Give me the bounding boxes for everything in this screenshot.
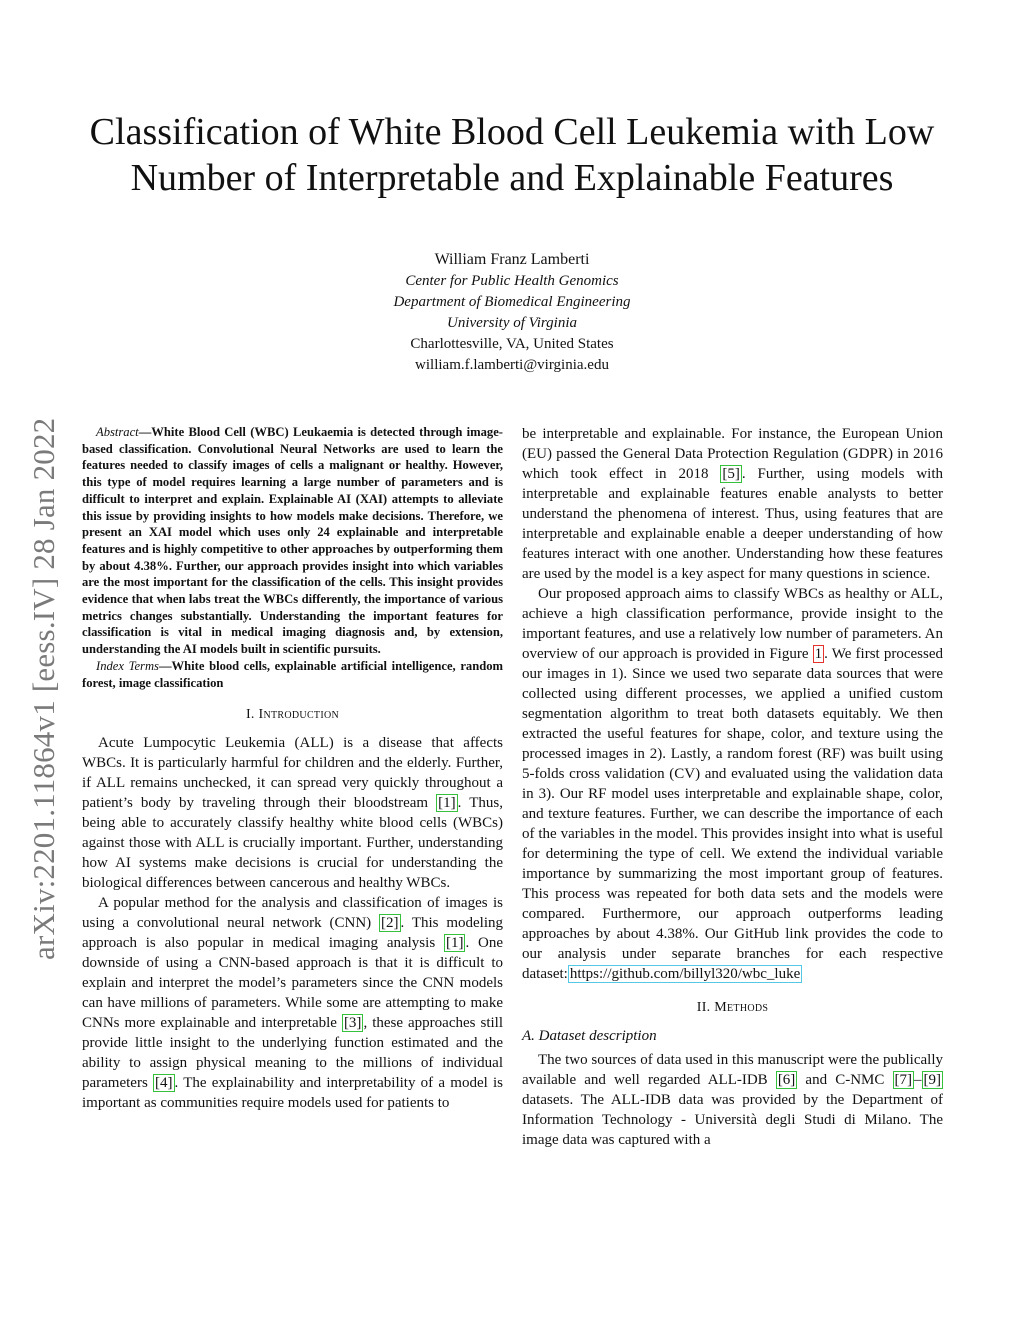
text-run: . Thus, being able to accurately classify healthy white blood cells (WBCs) against those with ALL is crucially important. Further, understanding how AI systems make decisions is crucial for understanding the biological differences between cancerous and healthy WBCs. — [82, 795, 504, 892]
figure-reference-link[interactable]: 1 — [814, 646, 823, 662]
abstract-label: Abstract — [96, 425, 139, 439]
text-run: – — [914, 1072, 922, 1088]
citation-link[interactable]: [4] — [155, 1075, 173, 1092]
text-run: . This modeling approach is also popular in medical imaging analysis — [82, 915, 503, 952]
affiliation-center: Center for Public Health Genomics — [405, 273, 619, 289]
paper-title: Classification of White Blood Cell Leukemia with Low Number of Interpretable and Explainable Features — [89, 111, 935, 200]
arxiv-identifier: arXiv:2201.11864v1 [eess.IV] 28 Jan 2022 — [26, 417, 61, 960]
subsection-heading-dataset: A. Dataset description — [522, 1028, 657, 1044]
text-run: . We first processed our images in 1). Since we used two separate data sources that were collected using different processes, we applied a unified custom segmentation algorithm to treat both datasets equitably. We then extracted the useful features for shape, color, and texture using the processed images in 2). Lastly, a random forest (RF) was built using 5-folds cross validation (CV) and evaluated using the validation data in 3). Our RF model uses interpretable and explainable shape, color, and texture features. Further, we can describe the importance of each of the variables in the model. This provides insight into what is useful for determining the type of cell. We extend the individual variable importance by summarizing the most important group of features. This process was repeated for both data sets and the models were compared. Furthermore, our approach outperforms leading approaches by about 4.38%. Our GitHub link provides the code to our analysis under separate branches for each respective dataset: — [522, 646, 943, 982]
affiliation-department: Department of Biomedical Engineering — [393, 294, 631, 310]
text-run: A popular method for the analysis and classification of images is using a convolutional neural network (CNN) — [82, 895, 503, 932]
text-run: . The explainability and interpretability of a model is important as communities require models used for patients to — [82, 1075, 503, 1112]
github-link[interactable]: https://github.com/billyl320/wbc_luke — [569, 966, 801, 982]
text-run: Our proposed approach aims to classify WBCs as healthy or ALL, achieve a high classification performance, provide insight to the important features, and use a relatively low number of parameters. An overview of our approach is provided in Figure — [522, 586, 943, 662]
intro-paragraph-continued — [522, 424, 943, 584]
text-run: Acute Lumpocytic Leukemia (ALL) is a disease that affects WBCs. It is particularly harmful for children and the elderly. Further, if ALL remains unchecked, it can spread very quickly throughout a patient’s body by traveling through their bloodstream — [82, 735, 503, 812]
text-run: , these approaches still provide little insight to the underlying function estimated and the ability to assign physical meaning to the millions of individual parameters — [82, 1015, 503, 1092]
abstract — [82, 424, 503, 691]
author-location: Charlottesville, VA, United States — [410, 336, 614, 352]
index-terms-label: Index Terms — [96, 658, 159, 673]
citation-link[interactable]: [1] — [445, 935, 464, 952]
affiliation-university: University of Virginia — [447, 315, 577, 331]
citation-link[interactable]: [9] — [923, 1072, 941, 1088]
abstract-text: —White Blood Cell (WBC) Leukaemia is detected through image-based classification. Convolutional Neural Networks are used to learn the features needed to classify images of cells a malignant or healthy. However, this type of model requires learning a large number of parameters and is difficult to interpret and explain. Explainable AI (XAI) attempts to alleviate this issue by providing insights to how models make decisions. Therefore, we present an XAI model which uses only 24 explainable and interpretable features and is highly competitive to other approaches by outperforming them by about 4.38%. Further, our approach provides insight into which variables are the most important for the classification of the cells. This insight provides evidence that when labs treat the WBCs differently, the importance of various metrics changes substantially. Understanding the important features for classification is vital in medical imaging diagnosis and, by extension, understanding the AI models built in scientific pursuits. — [82, 425, 503, 657]
text-run: . Further, using models with interpretable and explainable features enable analysts to better understand the phenomena of interest. Thus, using features that are interpretable and explainable enable a deeper understanding of how features interact with one another. Understanding how these features are used by the model is a key aspect for many questions in science. — [522, 466, 943, 582]
text-run: datasets. The ALL-IDB data was provided by the Department of Information Technology - Università degli Studi di Milano. The image data was captured with a — [522, 1092, 943, 1148]
citation-link[interactable]: [7] — [894, 1072, 912, 1088]
left-column — [82, 424, 503, 1113]
section-heading-methods: II. Methods — [696, 1000, 769, 1015]
intro-paragraph-2 — [82, 893, 503, 1113]
index-terms-text: —White blood cells, explainable artificial intelligence, random forest, image classification — [82, 658, 503, 690]
text-run: The two sources of data used in this manuscript were the publically available and well regarded ALL-IDB — [522, 1052, 943, 1088]
citation-link[interactable]: [1] — [438, 795, 456, 812]
citation-link[interactable]: [2] — [381, 915, 399, 932]
methods-paragraph-1 — [522, 1050, 943, 1150]
right-column — [522, 424, 943, 1150]
text-run: be interpretable and explainable. For instance, the European Union (EU) passed the General Data Protection Regulation (GDPR) in 2016 which took effect in 2018 — [522, 426, 943, 482]
author-email[interactable]: william.f.lamberti@virginia.edu — [415, 357, 609, 373]
citation-link[interactable]: [3] — [343, 1015, 362, 1032]
citation-link[interactable]: [5] — [722, 466, 740, 482]
text-run: and C-NMC — [797, 1072, 893, 1088]
author-block — [212, 248, 812, 376]
author-name: William Franz Lamberti — [434, 251, 590, 268]
text-run: . One downside of using a CNN-based approach is that it is difficult to explain and interpret the model’s parameters since the CNN models can have millions of parameters. While some are attempting to make CNNs more explainable and interpretable — [82, 935, 503, 1032]
intro-paragraph-1 — [82, 733, 503, 893]
intro-paragraph-approach — [522, 584, 943, 984]
citation-link[interactable]: [6] — [777, 1072, 796, 1088]
section-heading-introduction: I. Introduction — [245, 707, 340, 723]
